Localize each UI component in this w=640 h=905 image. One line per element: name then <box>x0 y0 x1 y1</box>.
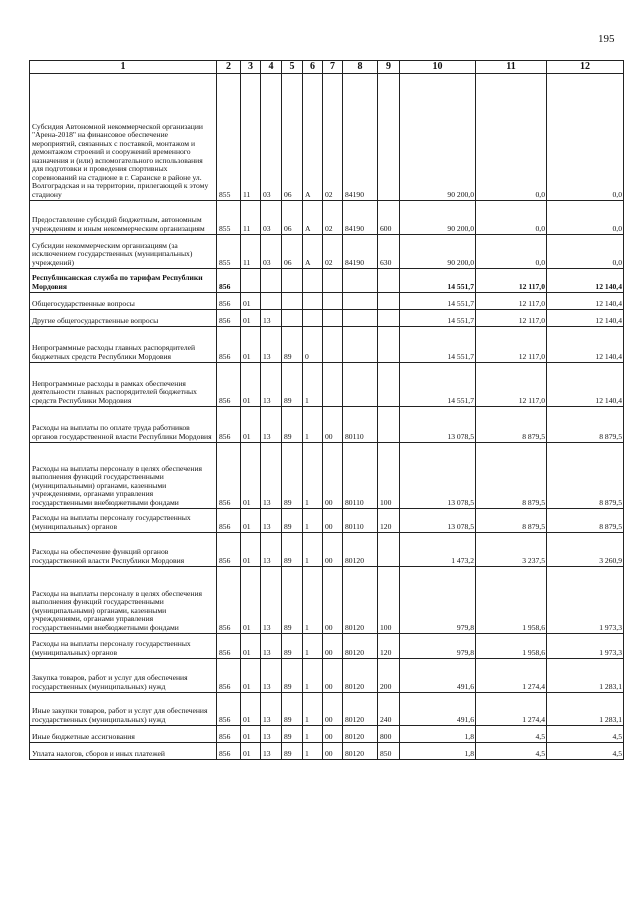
page-number: 195 <box>598 33 615 45</box>
amount-col-12: 0,0 <box>547 74 624 201</box>
code-event: 00 <box>323 634 343 659</box>
amount-col-10: 90 200,0 <box>400 235 476 269</box>
code-direction <box>343 310 378 327</box>
code-section: 01 <box>241 443 261 509</box>
code-program: 89 <box>282 743 303 760</box>
row-name: Расходы на выплаты персоналу государственных (муниципальных) органов <box>30 509 217 533</box>
code-event <box>323 293 343 310</box>
code-subprogram: 1 <box>303 743 323 760</box>
code-ministry: 855 <box>217 235 241 269</box>
code-expense-type <box>378 74 400 201</box>
code-subsection <box>261 269 282 293</box>
code-direction: 80120 <box>343 533 378 567</box>
code-subprogram: А <box>303 235 323 269</box>
code-expense-type: 800 <box>378 726 400 743</box>
code-program: 89 <box>282 327 303 363</box>
table-row <box>30 363 624 407</box>
code-section: 01 <box>241 293 261 310</box>
code-subsection <box>261 293 282 310</box>
amount-col-11: 4,5 <box>476 743 547 760</box>
code-expense-type <box>378 269 400 293</box>
row-name: Расходы на выплаты персоналу в целях обеспечения выполнения функций государственными (муниципальными) органами, казенными учреждениями, органами управления государственными внебюджетными фондами <box>30 567 217 634</box>
code-direction: 84190 <box>343 235 378 269</box>
row-name: Другие общегосударственные вопросы <box>30 310 217 327</box>
amount-col-11: 12 117,0 <box>476 310 547 327</box>
code-subprogram <box>303 310 323 327</box>
code-subsection: 13 <box>261 407 282 443</box>
code-subprogram: 1 <box>303 659 323 693</box>
row-name: Предоставление субсидий бюджетным, автономным учреждениям и иным некоммерческим организациям <box>30 201 217 235</box>
amount-col-11: 12 117,0 <box>476 327 547 363</box>
code-direction: 80110 <box>343 407 378 443</box>
code-event: 00 <box>323 567 343 634</box>
code-expense-type: 850 <box>378 743 400 760</box>
code-subsection: 13 <box>261 443 282 509</box>
code-subprogram: 1 <box>303 509 323 533</box>
row-name: Непрограммные расходы главных распорядителей бюджетных средств Республики Мордовия <box>30 327 217 363</box>
code-program: 89 <box>282 533 303 567</box>
header-cell-11: 11 <box>476 61 547 74</box>
amount-col-12: 12 140,4 <box>547 363 624 407</box>
code-ministry: 856 <box>217 269 241 293</box>
code-expense-type: 120 <box>378 634 400 659</box>
code-direction: 80120 <box>343 743 378 760</box>
code-expense-type <box>378 293 400 310</box>
code-direction: 80120 <box>343 693 378 726</box>
code-subsection: 13 <box>261 533 282 567</box>
code-ministry: 856 <box>217 509 241 533</box>
code-program: 06 <box>282 201 303 235</box>
amount-col-10: 14 551,7 <box>400 269 476 293</box>
code-ministry: 856 <box>217 743 241 760</box>
amount-col-11: 1 958,6 <box>476 567 547 634</box>
header-cell-6: 6 <box>303 61 323 74</box>
amount-col-12: 0,0 <box>547 201 624 235</box>
amount-col-12: 0,0 <box>547 235 624 269</box>
code-section: 01 <box>241 509 261 533</box>
header-cell-9: 9 <box>378 61 400 74</box>
code-direction: 80110 <box>343 509 378 533</box>
code-event <box>323 327 343 363</box>
code-program: 89 <box>282 509 303 533</box>
code-subsection: 03 <box>261 74 282 201</box>
code-event: 02 <box>323 201 343 235</box>
code-event: 02 <box>323 74 343 201</box>
header-cell-4: 4 <box>261 61 282 74</box>
code-ministry: 856 <box>217 726 241 743</box>
code-subprogram: А <box>303 74 323 201</box>
amount-col-12: 1 973,3 <box>547 634 624 659</box>
code-section: 01 <box>241 407 261 443</box>
amount-col-12: 8 879,5 <box>547 443 624 509</box>
code-subprogram: А <box>303 201 323 235</box>
header-cell-8: 8 <box>343 61 378 74</box>
amount-col-10: 13 078,5 <box>400 443 476 509</box>
code-ministry: 855 <box>217 74 241 201</box>
amount-col-10: 13 078,5 <box>400 407 476 443</box>
code-subsection: 13 <box>261 310 282 327</box>
table-row <box>30 407 624 443</box>
code-direction: 80120 <box>343 567 378 634</box>
table-body <box>30 74 624 760</box>
code-expense-type: 240 <box>378 693 400 726</box>
code-subprogram: 1 <box>303 567 323 634</box>
code-ministry: 856 <box>217 567 241 634</box>
amount-col-12: 1 283,1 <box>547 693 624 726</box>
amount-col-10: 14 551,7 <box>400 310 476 327</box>
amount-col-12: 12 140,4 <box>547 293 624 310</box>
header-cell-3: 3 <box>241 61 261 74</box>
amount-col-10: 90 200,0 <box>400 74 476 201</box>
table-row <box>30 726 624 743</box>
code-ministry: 856 <box>217 634 241 659</box>
table-row <box>30 443 624 509</box>
code-program: 06 <box>282 235 303 269</box>
row-name: Иные бюджетные ассигнования <box>30 726 217 743</box>
row-name: Субсидии некоммерческим организациям (за исключением государственных (муниципальных) учреждений) <box>30 235 217 269</box>
amount-col-11: 4,5 <box>476 726 547 743</box>
amount-col-11: 12 117,0 <box>476 293 547 310</box>
code-expense-type <box>378 327 400 363</box>
amount-col-12: 1 283,1 <box>547 659 624 693</box>
amount-col-11: 0,0 <box>476 201 547 235</box>
row-name: Расходы на выплаты персоналу в целях обеспечения выполнения функций государственными (муниципальными) органами, казенными учреждениями, органами управления государственными внебюджетными фондами <box>30 443 217 509</box>
code-section: 01 <box>241 743 261 760</box>
table-row <box>30 743 624 760</box>
code-program: 89 <box>282 693 303 726</box>
header-cell-10: 10 <box>400 61 476 74</box>
table-row <box>30 509 624 533</box>
code-program <box>282 269 303 293</box>
code-subprogram: 1 <box>303 443 323 509</box>
amount-col-10: 491,6 <box>400 693 476 726</box>
row-name: Непрограммные расходы в рамках обеспечения деятельности главных распорядителей бюджетных средств Республики Мордовия <box>30 363 217 407</box>
table-row <box>30 269 624 293</box>
code-program: 89 <box>282 363 303 407</box>
row-name: Закупка товаров, работ и услуг для обеспечения государственных (муниципальных) нужд <box>30 659 217 693</box>
code-section: 01 <box>241 634 261 659</box>
code-ministry: 856 <box>217 533 241 567</box>
code-ministry: 856 <box>217 659 241 693</box>
code-section: 11 <box>241 74 261 201</box>
row-name: Расходы на обеспечение функций органов государственной власти Республики Мордовия <box>30 533 217 567</box>
code-expense-type: 630 <box>378 235 400 269</box>
code-subprogram: 1 <box>303 533 323 567</box>
code-direction <box>343 293 378 310</box>
table-row <box>30 293 624 310</box>
amount-col-12: 8 879,5 <box>547 407 624 443</box>
code-event: 00 <box>323 407 343 443</box>
code-program: 06 <box>282 74 303 201</box>
table-row <box>30 235 624 269</box>
code-expense-type <box>378 310 400 327</box>
row-name: Расходы на выплаты по оплате труда работников органов государственной власти Республики Мордовия <box>30 407 217 443</box>
code-expense-type <box>378 407 400 443</box>
code-ministry: 856 <box>217 407 241 443</box>
amount-col-12: 8 879,5 <box>547 509 624 533</box>
code-program: 89 <box>282 659 303 693</box>
code-event: 02 <box>323 235 343 269</box>
row-name: Субсидия Автономной некоммерческой организации "Арена-2018" на финансовое обеспечение мероприятий, связанных с поставкой, монтажом и демонтажом строений и сооружений временного назначения и (или) вспомогательного использования для подготовки и проведения спортивных соревнований на стадионе в г. Саранске в районе ул. Волгоградская и на территории, прилегающей к этому стадиону <box>30 74 217 201</box>
amount-col-11: 8 879,5 <box>476 509 547 533</box>
code-subsection: 13 <box>261 327 282 363</box>
table-row <box>30 74 624 201</box>
code-subsection: 13 <box>261 726 282 743</box>
amount-col-12: 3 260,9 <box>547 533 624 567</box>
code-section: 11 <box>241 235 261 269</box>
amount-col-11: 1 958,6 <box>476 634 547 659</box>
amount-col-10: 1,8 <box>400 743 476 760</box>
code-subsection: 13 <box>261 509 282 533</box>
header-cell-2: 2 <box>217 61 241 74</box>
code-event: 00 <box>323 659 343 693</box>
code-program: 89 <box>282 567 303 634</box>
amount-col-12: 1 973,3 <box>547 567 624 634</box>
code-event <box>323 269 343 293</box>
code-expense-type <box>378 363 400 407</box>
amount-col-10: 1,8 <box>400 726 476 743</box>
code-ministry: 856 <box>217 363 241 407</box>
amount-col-10: 14 551,7 <box>400 293 476 310</box>
code-subsection: 13 <box>261 567 282 634</box>
row-name: Иные закупки товаров, работ и услуг для обеспечения государственных (муниципальных) нужд <box>30 693 217 726</box>
code-section: 01 <box>241 310 261 327</box>
code-program: 89 <box>282 726 303 743</box>
code-expense-type: 100 <box>378 567 400 634</box>
code-section <box>241 269 261 293</box>
code-direction: 84190 <box>343 74 378 201</box>
amount-col-11: 3 237,5 <box>476 533 547 567</box>
code-subprogram: 1 <box>303 693 323 726</box>
code-expense-type: 120 <box>378 509 400 533</box>
code-ministry: 856 <box>217 443 241 509</box>
code-direction: 84190 <box>343 201 378 235</box>
amount-col-11: 12 117,0 <box>476 269 547 293</box>
header-cell-12: 12 <box>547 61 624 74</box>
code-direction <box>343 363 378 407</box>
table-row <box>30 327 624 363</box>
code-section: 01 <box>241 533 261 567</box>
code-expense-type <box>378 533 400 567</box>
code-section: 11 <box>241 201 261 235</box>
amount-col-10: 14 551,7 <box>400 327 476 363</box>
amount-col-12: 12 140,4 <box>547 310 624 327</box>
table-row <box>30 533 624 567</box>
code-subsection: 13 <box>261 659 282 693</box>
code-program <box>282 293 303 310</box>
code-subsection: 13 <box>261 363 282 407</box>
row-name: Расходы на выплаты персоналу государственных (муниципальных) органов <box>30 634 217 659</box>
code-event: 00 <box>323 509 343 533</box>
amount-col-10: 13 078,5 <box>400 509 476 533</box>
code-event: 00 <box>323 743 343 760</box>
table-row <box>30 634 624 659</box>
header-cell-7: 7 <box>323 61 343 74</box>
amount-col-11: 0,0 <box>476 74 547 201</box>
code-section: 01 <box>241 363 261 407</box>
amount-col-11: 1 274,4 <box>476 693 547 726</box>
code-subsection: 03 <box>261 201 282 235</box>
code-subprogram: 1 <box>303 407 323 443</box>
amount-col-10: 979,8 <box>400 567 476 634</box>
amount-col-11: 0,0 <box>476 235 547 269</box>
code-subsection: 13 <box>261 743 282 760</box>
code-ministry: 856 <box>217 693 241 726</box>
amount-col-11: 8 879,5 <box>476 407 547 443</box>
amount-col-12: 12 140,4 <box>547 327 624 363</box>
code-section: 01 <box>241 726 261 743</box>
code-subprogram: 1 <box>303 726 323 743</box>
code-program: 89 <box>282 407 303 443</box>
code-subprogram: 1 <box>303 634 323 659</box>
table-row <box>30 201 624 235</box>
code-direction: 80110 <box>343 443 378 509</box>
code-expense-type: 100 <box>378 443 400 509</box>
code-event <box>323 363 343 407</box>
amount-col-10: 491,6 <box>400 659 476 693</box>
header-row <box>30 61 624 74</box>
header-cell-5: 5 <box>282 61 303 74</box>
row-name: Уплата налогов, сборов и иных платежей <box>30 743 217 760</box>
code-expense-type: 600 <box>378 201 400 235</box>
code-event: 00 <box>323 533 343 567</box>
code-direction: 80120 <box>343 659 378 693</box>
code-program <box>282 310 303 327</box>
code-ministry: 856 <box>217 293 241 310</box>
amount-col-10: 979,8 <box>400 634 476 659</box>
code-ministry: 856 <box>217 310 241 327</box>
code-direction <box>343 327 378 363</box>
budget-table <box>29 60 624 760</box>
amount-col-10: 90 200,0 <box>400 201 476 235</box>
code-event <box>323 310 343 327</box>
amount-col-11: 12 117,0 <box>476 363 547 407</box>
code-subprogram: 0 <box>303 327 323 363</box>
code-direction <box>343 269 378 293</box>
code-subsection: 03 <box>261 235 282 269</box>
code-subprogram <box>303 293 323 310</box>
code-program: 89 <box>282 443 303 509</box>
code-ministry: 856 <box>217 327 241 363</box>
amount-col-11: 8 879,5 <box>476 443 547 509</box>
code-subprogram: 1 <box>303 363 323 407</box>
code-ministry: 855 <box>217 201 241 235</box>
code-event: 00 <box>323 443 343 509</box>
table-row <box>30 659 624 693</box>
code-event: 00 <box>323 726 343 743</box>
amount-col-12: 12 140,4 <box>547 269 624 293</box>
code-section: 01 <box>241 327 261 363</box>
code-program: 89 <box>282 634 303 659</box>
code-section: 01 <box>241 567 261 634</box>
code-section: 01 <box>241 659 261 693</box>
code-expense-type: 200 <box>378 659 400 693</box>
code-section: 01 <box>241 693 261 726</box>
code-subsection: 13 <box>261 693 282 726</box>
code-subsection: 13 <box>261 634 282 659</box>
amount-col-10: 14 551,7 <box>400 363 476 407</box>
amount-col-11: 1 274,4 <box>476 659 547 693</box>
code-direction: 80120 <box>343 634 378 659</box>
row-name: Общегосударственные вопросы <box>30 293 217 310</box>
amount-col-12: 4,5 <box>547 743 624 760</box>
table-row <box>30 310 624 327</box>
table-row <box>30 567 624 634</box>
amount-col-10: 1 473,2 <box>400 533 476 567</box>
code-event: 00 <box>323 693 343 726</box>
table-row <box>30 693 624 726</box>
amount-col-12: 4,5 <box>547 726 624 743</box>
row-name: Республиканская служба по тарифам Республики Мордовия <box>30 269 217 293</box>
code-subprogram <box>303 269 323 293</box>
code-direction: 80120 <box>343 726 378 743</box>
header-cell-1: 1 <box>30 61 217 74</box>
